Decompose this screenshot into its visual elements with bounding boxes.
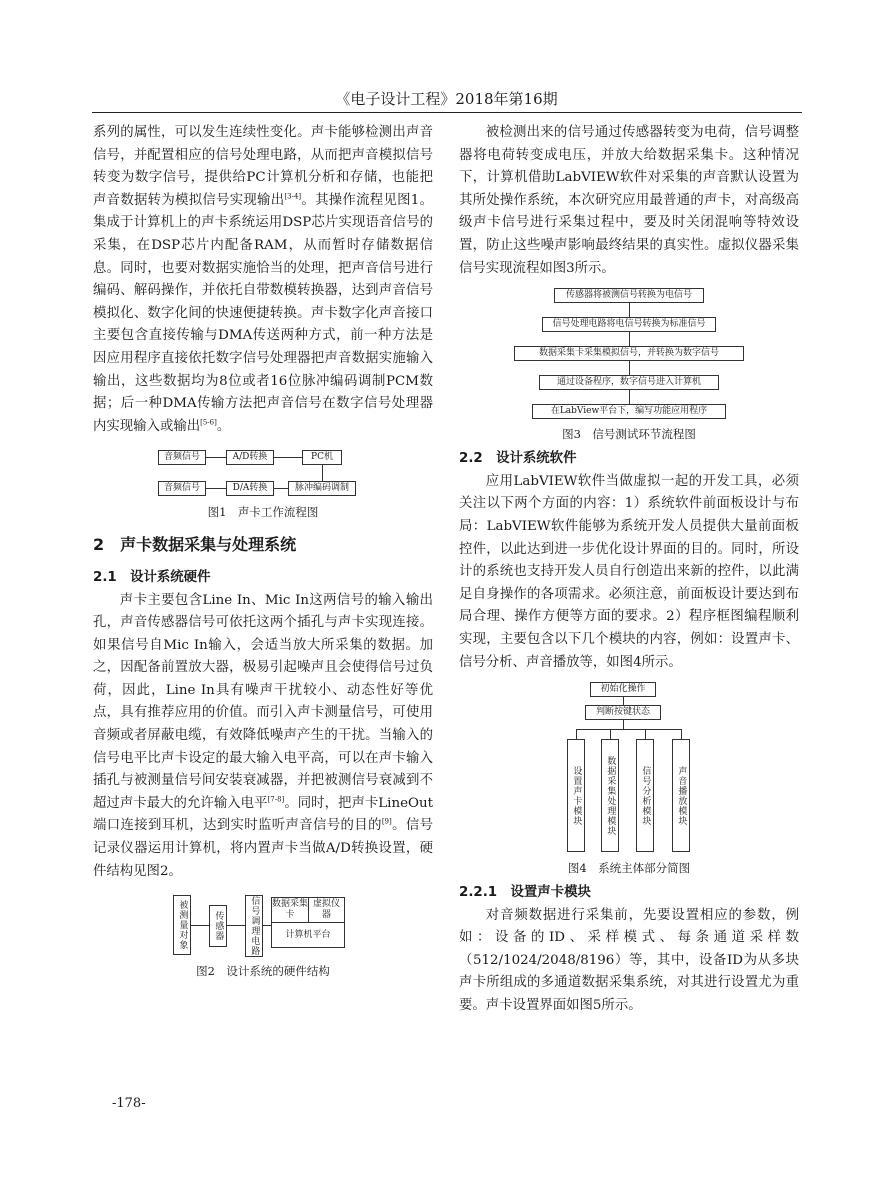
fig4-analysis-module: 信号分析模块 [636, 739, 654, 852]
right-column [459, 122, 799, 1018]
figure-2 [173, 893, 353, 959]
header-rule [92, 112, 802, 113]
fig4-soundcard-module: 设置声卡模块 [567, 739, 585, 852]
citation: [3-4] [284, 192, 302, 201]
fig1-audio-out-box: 音频信号 [158, 481, 206, 496]
fig1-pc-box: PC机 [302, 450, 342, 465]
fig3-step-1: 传感器将被测信号转换为电信号 [554, 288, 704, 303]
citation: [9] [381, 817, 392, 826]
fig4-key-state-box: 判断按键状态 [585, 705, 661, 720]
right-paragraph-2: 应用LabVIEW软件当做虚拟一起的开发工具，必须关注以下两个方面的内容：1）系统软件前面板设计与布局：LabVIEW软件能够为系统开发人员提供大量前面板控件，以此达到进一步优化设计界面的目的。同时，所设计的系统也支持开发人员自行创造出来新的控件，以此满足自身操作的各项需求。必须注意，前面板设计要达到布局合理、操作方便等方面的要求。2）程序框图编程顺利实现，主要包含以下几个模块的内容，例如：设置声卡、信号分析、声音播放等，如图4所示。 [459, 473, 799, 670]
right-paragraph-3: 对音频数据进行采集前，先要设置相应的参数，例如：设备的ID、采样模式、每条通道采样数（512/1024/2048/8196）等，其中，设备ID为从多块声卡所组成的多通道数据采集系统，对其进行设置尤为重要。声卡设置界面如图5所示。 [459, 907, 799, 1014]
page-number: -178- [112, 1096, 146, 1111]
fig1-da-box: D/A转换 [226, 481, 274, 496]
left-paragraph-1: 系列的属性，可以发生连续性变化。声卡能够检测出声音信号，并配置相应的信号处理电路，从而把声音模拟信号转变为数字信号，提供给PC计算机分析和存储，也能把声音数据转为模拟信号实现输出[3-4]。其操作流程见图1。集成于计算机上的声卡系统运用DSP芯片实现语音信号的采集，在DSP芯片内配备RAM，从而暂时存储数据信息。同时，也要对数据实施恰当的处理，把声音信号进行编码、解码操作，并依托自带数模转换器，达到声音信号模拟化、数字化间的快速便捷转换。声卡数字化声音接口主要包含直接传输与DMA传送两种方式，前一种方法是因应用程序直接依托数字信号处理器把声音数据实施输入输出，这些数据均为8位或者16位脉冲编码调制PCM数据；后一种DMA传输方法把声音信号在数字信号处理器内实现输入或输出[5-6]。 [93, 125, 433, 434]
fig1-pcm-box: 脉冲编码调制 [288, 481, 356, 496]
fig2-object-box: 被测量对象 [173, 895, 191, 955]
left-column [93, 122, 433, 985]
fig1-audio-in-box: 音频信号 [158, 450, 206, 465]
figure-3-caption: 图3 信号测试环节流程图 [562, 427, 696, 442]
section-2-heading: 2 声卡数据采集与处理系统 [93, 535, 297, 555]
section-2-2-1-heading: 2.2.1 设置声卡模块 [459, 885, 591, 901]
fig4-acquisition-module: 数据采集处理模块 [601, 739, 619, 852]
fig3-step-4: 通过设备程序，数字信号进入计算机 [539, 375, 719, 390]
fig3-step-5: 在LabView平台下，编写功能应用程序 [532, 404, 726, 419]
fig2-platform-box: 计算机平台 [271, 922, 345, 948]
figure-4-caption: 图4 系统主体部分简图 [567, 861, 691, 876]
fig3-step-3: 数据采集卡采集模拟信号，并转换为数字信号 [514, 346, 744, 361]
section-2-1-heading: 2.1 设计系统硬件 [93, 569, 211, 585]
fig2-daq-box: 数据采集卡 [271, 897, 309, 923]
figure-2-caption: 图2 设计系统的硬件结构 [196, 964, 330, 979]
left-paragraph-2: 声卡主要包含Line In、Mic In这两信号的输入输出孔，声音传感器信号可依托这两个插孔与声卡实现连接。如果信号自Mic In输入，会适当放大所采集的数据。加之，因配备前置放大器，极易引起噪声且会使得信号过负荷，因此，Line In具有噪声干扰较小、动态性好等优点，具有推荐应用的价值。而引入声卡测量信号，可使用音频或者屏蔽电缆，有效降低噪声产生的干扰。当输入的信号电平比声卡设定的最大输入电平高，可以在声卡输入插孔与被测量信号间安装衰减器，并把被测信号衰减到不超过声卡最大的允许输入电平[7-8]。同时，把声卡LineOut端口连接到耳机，达到实时监听声音信号的目的[9]。信号记录仪器运用计算机，将内置声卡当做A/D转换设置，硬件结构见图2。 [93, 592, 434, 879]
right-paragraph-1: 被检测出来的信号通过传感器转变为电荷，信号调整器将电荷转变成电压，并放大给数据采集卡。这种情况下，计算机借助LabVIEW软件对采集的声音默认设置为其所处操作系统，本次研究应用最普通的声卡，对高级高级声卡信号进行采集过程中，要及时关闭混响等特效设置，防止这些噪声影响最终结果的真实性。虚拟仪器采集信号实现流程如图3所示。 [459, 125, 799, 276]
fig2-sensor-box: 传感器 [209, 905, 227, 947]
figure-1 [158, 448, 368, 500]
journal-header: 《电子设计工程》2018年第16期 [335, 90, 558, 108]
fig3-step-2: 信号处理电路将电信号转换为标准信号 [542, 317, 716, 332]
fig2-vi-box: 虚拟仪器 [308, 897, 345, 923]
figure-1-caption: 图1 声卡工作流程图 [207, 505, 319, 520]
fig4-init-box: 初始化操作 [590, 682, 656, 697]
citation: [7-8] [267, 795, 285, 804]
citation: [5-6] [200, 418, 217, 427]
fig4-playback-module: 声音播放模块 [672, 739, 690, 852]
section-2-2-heading: 2.2 设计系统软件 [459, 451, 577, 467]
fig2-conditioner-box: 信号调理电路 [245, 895, 263, 957]
figure-4 [567, 682, 691, 856]
fig1-ad-box: A/D转换 [226, 450, 274, 465]
figure-3 [514, 288, 744, 422]
